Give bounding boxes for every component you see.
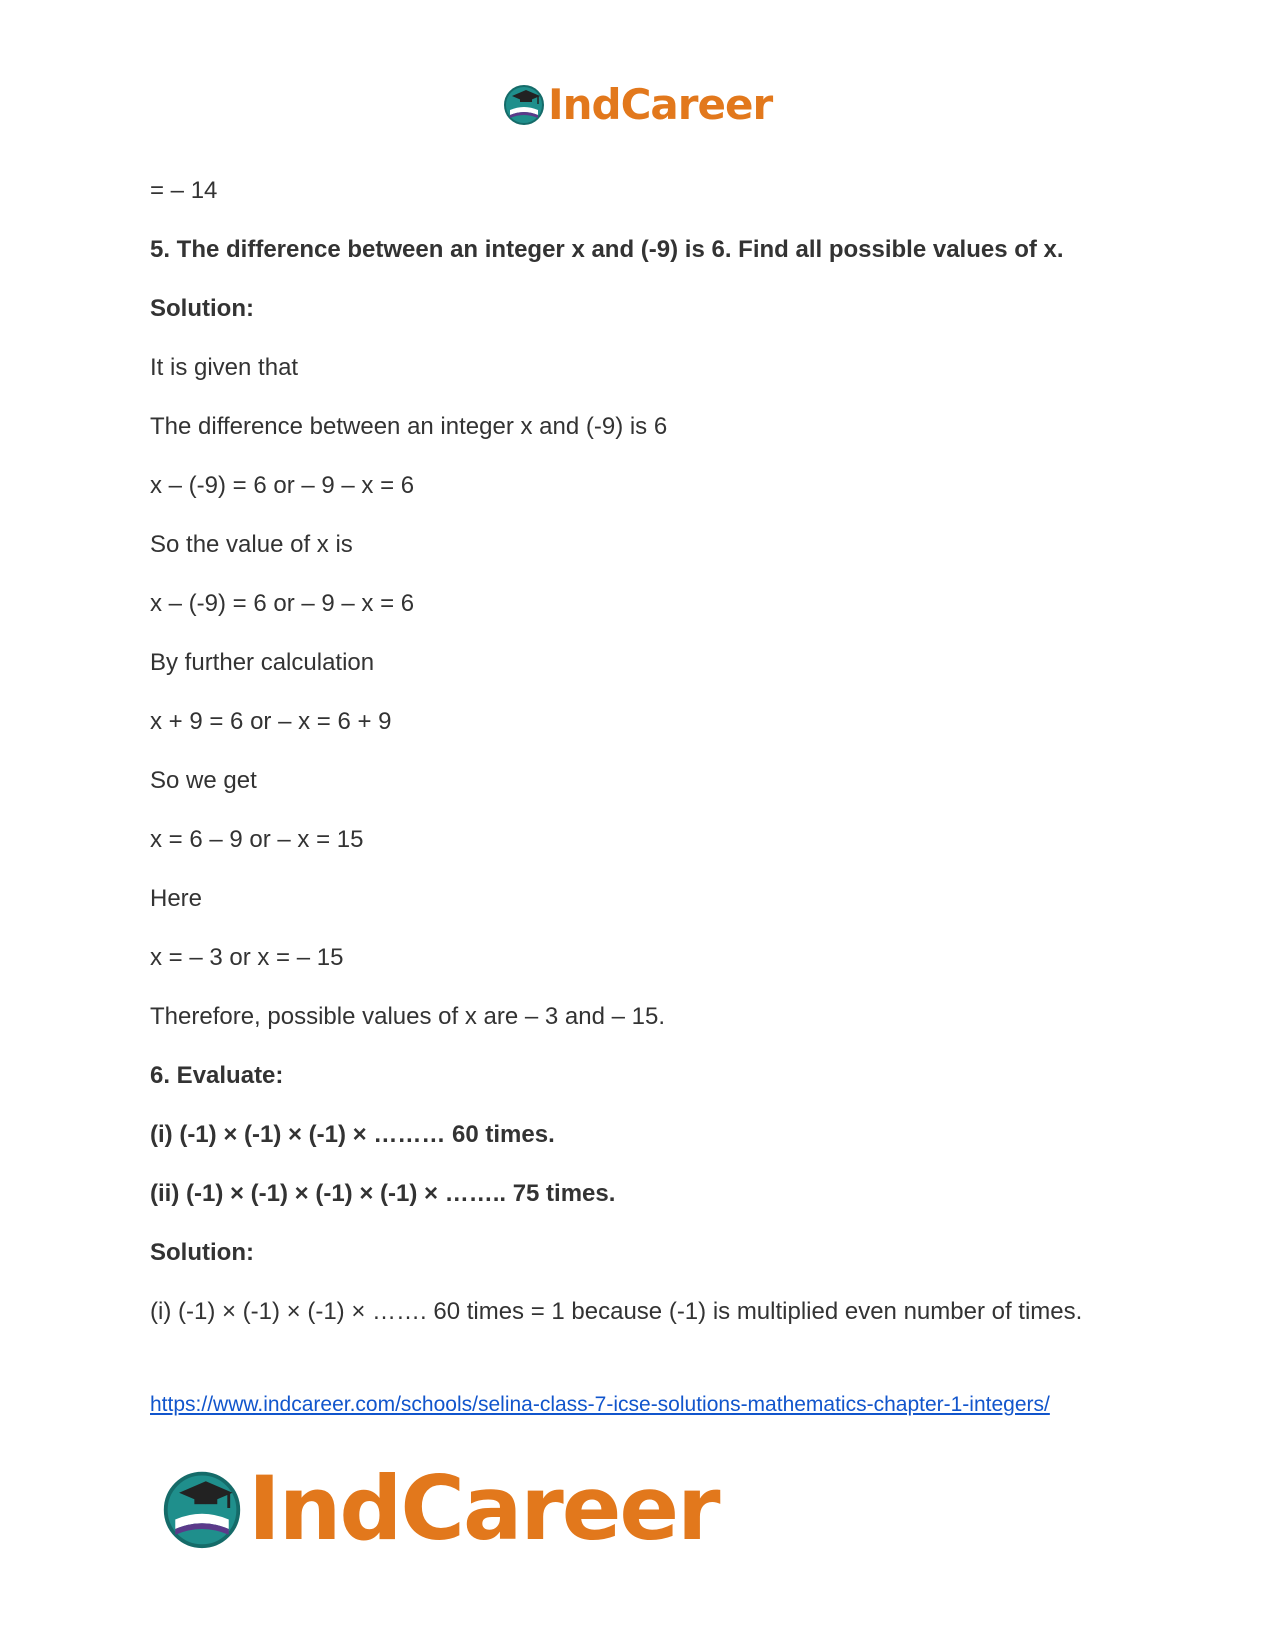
indcareer-logo-icon <box>502 82 546 126</box>
solution-label: Solution: <box>150 295 254 322</box>
text-line: So the value of x is <box>150 531 353 558</box>
text-line: It is given that <box>150 354 299 381</box>
header-logo-text: IndCareer <box>548 79 773 129</box>
text-line: So we get <box>150 767 257 794</box>
equation-line: x – (-9) = 6 or – 9 – x = 6 <box>150 472 415 499</box>
question-6-heading: 6. Evaluate: <box>150 1062 284 1089</box>
text-line: The difference between an integer x and (-9) is 6 <box>150 413 668 440</box>
equation-line: x = 6 – 9 or – x = 15 <box>150 826 364 853</box>
text-line: Here <box>150 885 203 912</box>
text-line: = – 14 <box>150 177 218 204</box>
header-logo <box>502 78 772 130</box>
question-6-part-ii: (ii) (-1) × (-1) × (-1) × (-1) × …….. 75 times. <box>150 1180 616 1207</box>
equation-line: x = – 3 or x = – 15 <box>150 944 344 971</box>
text-line: By further calculation <box>150 649 375 676</box>
footer-logo <box>160 1458 719 1558</box>
equation-line: x – (-9) = 6 or – 9 – x = 6 <box>150 590 415 617</box>
indcareer-logo-icon <box>160 1466 244 1550</box>
footer-logo-text: IndCareer <box>248 1456 719 1560</box>
solution-label: Solution: <box>150 1239 254 1266</box>
equation-line: x + 9 = 6 or – x = 6 + 9 <box>150 708 392 735</box>
source-link[interactable]: https://www.indcareer.com/schools/selina-class-7-icse-solutions-mathematics-chapter-1-integers/ <box>150 1393 1050 1416</box>
question-5-heading: 5. The difference between an integer x and (-9) is 6. Find all possible values of x. <box>150 236 1064 263</box>
question-6-part-i: (i) (-1) × (-1) × (-1) × ……… 60 times. <box>150 1121 555 1148</box>
answer-line: (i) (-1) × (-1) × (-1) × ……. 60 times = 1 because (-1) is multiplied even number of times. <box>150 1298 1083 1325</box>
conclusion-line: Therefore, possible values of x are – 3 and – 15. <box>150 1003 665 1030</box>
